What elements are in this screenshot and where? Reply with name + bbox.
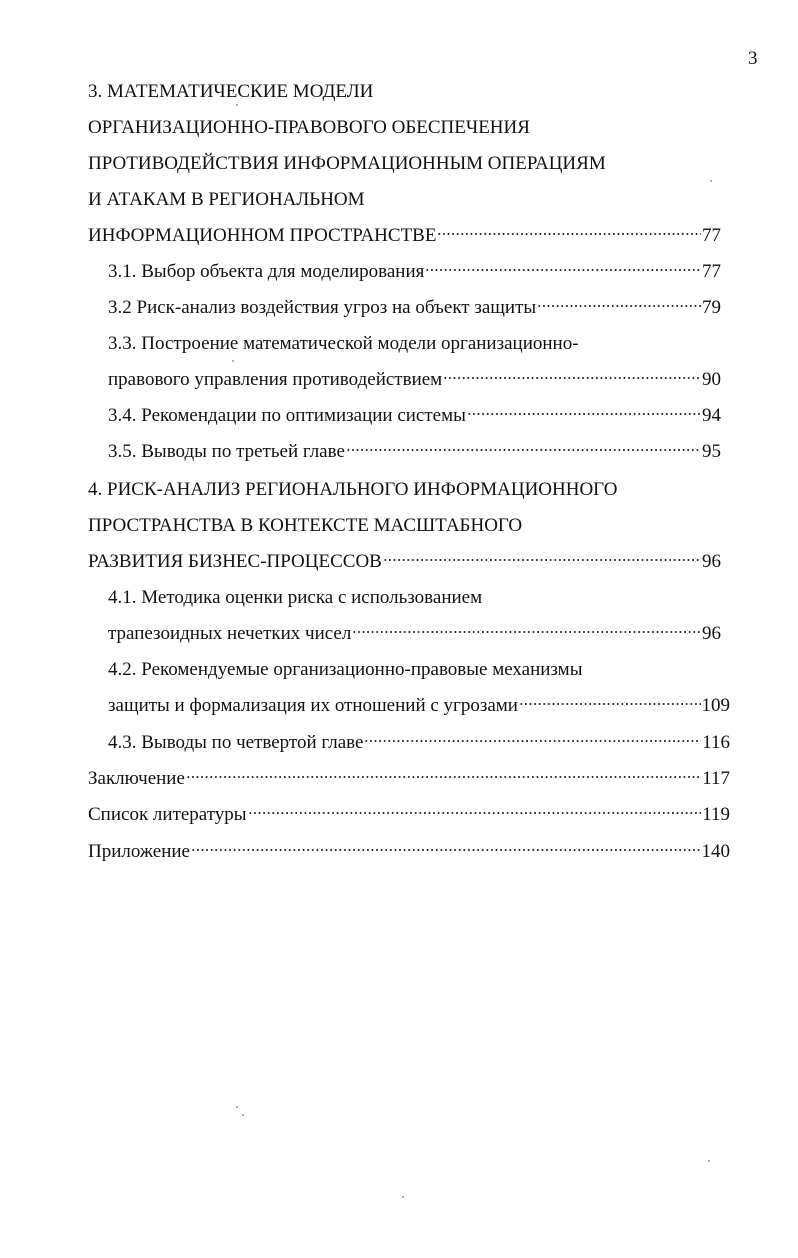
toc-entry-appendix[interactable] [88, 838, 730, 866]
chapter-3-title-line-3: ПРОТИВОДЕЙСТВИЯ ИНФОРМАЦИОННЫМ ОПЕРАЦИЯМ [88, 153, 606, 174]
toc-entry-3-1[interactable] [108, 258, 721, 286]
section-4-2-page: 109 [701, 695, 730, 716]
chapter-4-title-line-3: РАЗВИТИЯ БИЗНЕС-ПРОЦЕССОВ [88, 551, 382, 572]
toc-entry-conclusion[interactable] [88, 765, 730, 793]
page-number: 3 [748, 48, 758, 69]
toc-entry-3-4[interactable] [108, 402, 721, 430]
section-3-5-page: 95 [702, 441, 721, 462]
leader-dots [467, 411, 701, 417]
section-3-1-title: 3.1. Выбор объекта для моделирования [108, 261, 425, 282]
scan-speck [402, 1196, 404, 1198]
conclusion-title: Заключение [88, 768, 185, 789]
appendix-title: Приложение [88, 841, 190, 862]
scan-speck [242, 1114, 244, 1116]
appendix-page: 140 [701, 841, 730, 862]
chapter-4-page: 96 [702, 551, 721, 572]
section-4-1-title-line-2: трапезоидных нечетких чисел [108, 623, 352, 644]
toc-entry-chapter-4[interactable] [88, 548, 721, 576]
scan-speck [710, 180, 712, 182]
leader-dots [352, 629, 701, 635]
section-4-2-title-line-2: защиты и формализация их отношений с угрозами [108, 695, 518, 716]
leader-dots [346, 447, 701, 453]
section-3-1-page: 77 [702, 261, 721, 282]
toc-entry-3-2[interactable] [108, 294, 721, 322]
section-3-3-title-line-1: 3.3. Построение математической модели организационно- [108, 333, 579, 354]
leader-dots [425, 267, 701, 273]
leader-dots [437, 231, 701, 237]
toc-entry-4-1[interactable] [108, 620, 721, 648]
section-3-2-page: 79 [702, 297, 721, 318]
references-title: Список литературы [88, 804, 247, 825]
chapter-3-title-line-2: ОРГАНИЗАЦИОННО-ПРАВОВОГО ОБЕСПЕЧЕНИЯ [88, 117, 530, 138]
chapter-4-title-line-2: ПРОСТРАНСТВА В КОНТЕКСТЕ МАСШТАБНОГО [88, 515, 523, 536]
leader-dots [443, 375, 701, 381]
section-3-2-title: 3.2 Риск-анализ воздействия угроз на объект защиты [108, 297, 537, 318]
section-3-4-title: 3.4. Рекомендации по оптимизации системы [108, 405, 466, 426]
scan-speck [708, 1160, 710, 1162]
toc-entry-4-2[interactable] [108, 692, 730, 720]
section-4-1-page: 96 [702, 623, 721, 644]
toc-entry-chapter-3[interactable] [88, 222, 721, 250]
leader-dots [248, 810, 702, 816]
scan-speck [236, 104, 238, 106]
toc-entry-3-3[interactable] [108, 366, 721, 394]
chapter-3-title-line-4: И АТАКАМ В РЕГИОНАЛЬНОМ [88, 189, 365, 210]
section-3-5-title: 3.5. Выводы по третьей главе [108, 441, 345, 462]
leader-dots [383, 557, 701, 563]
section-3-4-page: 94 [702, 405, 721, 426]
leader-dots [186, 774, 701, 780]
leader-dots [364, 738, 701, 744]
section-4-3-page: 116 [702, 732, 730, 753]
leader-dots [537, 303, 701, 309]
section-4-3-title: 4.3. Выводы по четвертой главе [108, 732, 364, 753]
conclusion-page: 117 [702, 768, 730, 789]
scan-speck [236, 1106, 238, 1108]
leader-dots [519, 701, 701, 707]
toc-entry-3-5[interactable] [108, 438, 721, 466]
toc-entry-4-3[interactable] [108, 729, 730, 757]
section-3-3-page: 90 [702, 369, 721, 390]
chapter-3-page: 77 [702, 225, 721, 246]
chapter-3-title-line-1: 3. МАТЕМАТИЧЕСКИЕ МОДЕЛИ [88, 81, 374, 102]
leader-dots [191, 847, 701, 853]
references-page: 119 [702, 804, 730, 825]
section-4-1-title-line-1: 4.1. Методика оценки риска с использованием [108, 587, 483, 608]
section-3-3-title-line-2: правового управления противодействием [108, 369, 443, 390]
chapter-3-title-line-5: ИНФОРМАЦИОННОМ ПРОСТРАНСТВЕ [88, 225, 437, 246]
section-4-2-title-line-1: 4.2. Рекомендуемые организационно-правовые механизмы [108, 659, 583, 680]
chapter-4-title-line-1: 4. РИСК-АНАЛИЗ РЕГИОНАЛЬНОГО ИНФОРМАЦИОННОГО [88, 479, 618, 500]
scan-speck [232, 360, 234, 362]
toc-entry-references[interactable] [88, 801, 730, 829]
